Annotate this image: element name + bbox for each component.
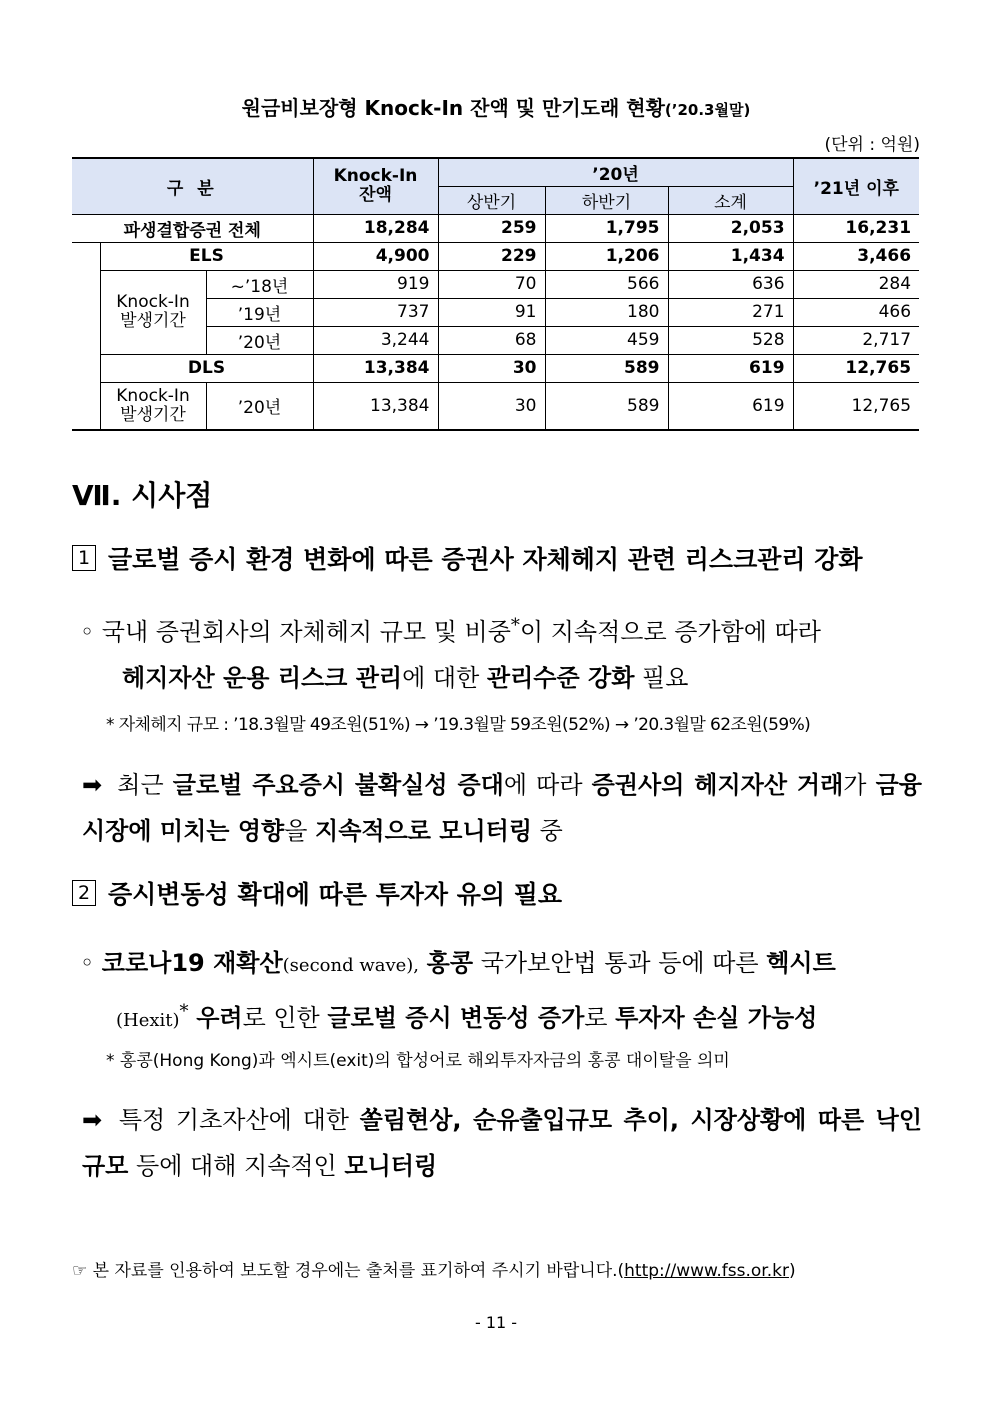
- emphasis: 금융시장에 미치는 영향: [82, 771, 922, 845]
- unit-label: (단위 : 억원): [824, 135, 920, 155]
- text: 국가보안법 통과 등에 따른: [480, 949, 759, 977]
- arrow-icon: ➡: [82, 771, 103, 799]
- text: 로: [584, 1004, 608, 1032]
- cell: 2,717: [793, 326, 919, 354]
- cell: 30: [438, 382, 545, 430]
- table-title-date: (’20.3월말): [664, 101, 751, 119]
- cell: 619: [668, 354, 793, 382]
- text: (second wave),: [282, 955, 420, 976]
- row-label: ’20년: [206, 326, 313, 354]
- row-label: DLS: [100, 354, 313, 382]
- header-knockin-line1: Knock-In: [333, 166, 418, 187]
- cell: 3,466: [793, 242, 919, 270]
- dls-group-label: [100, 382, 206, 430]
- cell: 919: [313, 270, 438, 298]
- paragraph-1: [80, 603, 920, 701]
- subheading-2-number: 2: [72, 880, 96, 906]
- table-row: [72, 214, 919, 242]
- section-title: Ⅶ. 시사점: [72, 479, 213, 512]
- emphasis: 홍콩: [426, 949, 474, 977]
- cell: 30: [438, 354, 545, 382]
- cell: 1,795: [545, 214, 668, 242]
- text: 국내 증권회사의 자체헤지 규모 및 비중: [101, 618, 511, 646]
- text: 을: [284, 817, 308, 845]
- dls-group-line2: 발생기간: [120, 404, 186, 425]
- text: 이 지속적으로 증가함에 따라: [519, 618, 821, 646]
- footer-paren-close: ): [788, 1261, 796, 1281]
- emphasis: 증권사의 헤지자산 거래: [591, 771, 844, 799]
- table-row: [72, 242, 919, 270]
- emphasis: 지속적으로 모니터링: [315, 817, 533, 845]
- text: 로 인한: [242, 1004, 320, 1032]
- els-group-line2: 발생기간: [120, 311, 186, 331]
- subheading-2: [72, 875, 562, 911]
- cell: 284: [793, 270, 919, 298]
- emphasis: 모니터링: [344, 1152, 438, 1180]
- cell: 271: [668, 298, 793, 326]
- row-label: ’20년: [206, 382, 313, 430]
- cell: 528: [668, 326, 793, 354]
- cell: 619: [668, 382, 793, 430]
- footnote-mark: *: [179, 1001, 189, 1022]
- text: 최근: [117, 771, 164, 799]
- knockin-table: [72, 157, 919, 431]
- fss-link[interactable]: http://www.fss.or.kr: [624, 1261, 789, 1281]
- cell: 636: [668, 270, 793, 298]
- cell: 4,900: [313, 242, 438, 270]
- els-group-label: [100, 270, 206, 354]
- footer-paren-open: (: [617, 1261, 625, 1281]
- emphasis: 투자자 손실 가능성: [615, 1004, 818, 1032]
- subheading-1-number: 1: [72, 545, 96, 571]
- emphasis: 코로나19 재확산: [101, 949, 283, 977]
- cell: 259: [438, 214, 545, 242]
- table-row: [72, 382, 919, 430]
- emphasis: 쏠림현상, 순유출입규모 추이, 시장상황에 따른 낙인 규모: [82, 1106, 922, 1180]
- footnote-mark: *: [510, 615, 520, 636]
- text: (Hexit): [116, 1010, 180, 1031]
- bullet: ◦: [80, 949, 95, 977]
- arrow-icon: ➡: [82, 1106, 103, 1134]
- dls-group-line1: Knock-In: [116, 385, 190, 406]
- row-label: ELS: [100, 242, 313, 270]
- footer-note: [72, 1256, 796, 1281]
- cell: 459: [545, 326, 668, 354]
- text: 필요: [642, 664, 689, 692]
- cell: 180: [545, 298, 668, 326]
- header-year20: ’20년: [438, 158, 793, 186]
- text: 중: [539, 817, 563, 845]
- header-h2: 하반기: [545, 186, 668, 214]
- cell: 12,765: [793, 354, 919, 382]
- text: 에 대한: [402, 664, 480, 692]
- paragraph-2: [80, 940, 920, 1044]
- cell: 13,384: [313, 382, 438, 430]
- header-after21: ’21년 이후: [793, 158, 919, 214]
- table-title-main: 원금비보장형 Knock-In 잔액 및 만기도래 현황: [241, 96, 665, 120]
- text: 가: [843, 771, 867, 799]
- footer-text: ☞ 본 자료를 인용하여 보도할 경우에는 출처를 표기하여 주시기 바랍니다.: [72, 1261, 618, 1281]
- cell: 1,434: [668, 242, 793, 270]
- cell: 70: [438, 270, 545, 298]
- els-group-line1: Knock-In: [116, 292, 190, 312]
- bullet: ◦: [80, 618, 95, 646]
- subheading-1: [72, 540, 863, 576]
- header-knockin-line2: 잔액: [359, 185, 392, 206]
- subheading-2-title: 증시변동성 확대에 따른 투자자 유의 필요: [108, 880, 563, 909]
- cell: 68: [438, 326, 545, 354]
- cell: 589: [545, 382, 668, 430]
- text: 등에 대해 지속적인: [136, 1152, 337, 1180]
- table-row: [72, 354, 919, 382]
- subheading-1-title: 글로벌 증시 환경 변화에 따른 증권사 자체헤지 관련 리스크관리 강화: [108, 545, 863, 574]
- cell: 737: [313, 298, 438, 326]
- cell: 16,231: [793, 214, 919, 242]
- cell: 12,765: [793, 382, 919, 430]
- header-subtotal: 소계: [668, 186, 793, 214]
- emphasis: 헥시트: [766, 949, 836, 977]
- cell: 91: [438, 298, 545, 326]
- header-knockin: [313, 158, 438, 214]
- cell: 18,284: [313, 214, 438, 242]
- header-h1: 상반기: [438, 186, 545, 214]
- emphasis: 우려: [196, 1004, 243, 1032]
- cell: 3,244: [313, 326, 438, 354]
- row-label: ’19년: [206, 298, 313, 326]
- text: 에 따라: [503, 771, 583, 799]
- note-1: * 자체헤지 규모 : ’18.3월말 49조원(51%) → ’19.3월말 59조원(52%) → ’20.3월말 62조원(59%): [106, 715, 811, 735]
- emphasis: 글로벌 주요증시 불확실성 증대: [172, 771, 504, 799]
- emphasis: 글로벌 증시 변동성 증가: [327, 1004, 585, 1032]
- table-title: [0, 92, 992, 121]
- cell: 589: [545, 354, 668, 382]
- header-category: 구 분: [72, 158, 313, 214]
- cell: 2,053: [668, 214, 793, 242]
- indent-cell: [72, 354, 100, 430]
- paragraph-arrow-2: [82, 1097, 922, 1189]
- paragraph-arrow-1: [82, 762, 922, 854]
- emphasis: 관리수준 강화: [486, 664, 635, 692]
- indent-cell: [72, 242, 100, 354]
- row-label: 파생결합증권 전체: [72, 214, 313, 242]
- cell: 566: [545, 270, 668, 298]
- note-2: * 홍콩(Hong Kong)과 엑시트(exit)의 합성어로 해외투자자금의 홍콩 대이탈을 의미: [106, 1051, 730, 1071]
- cell: 229: [438, 242, 545, 270]
- text: 특정 기초자산에 대한: [118, 1106, 349, 1134]
- page-number: - 11 -: [474, 1313, 518, 1332]
- emphasis: 헤지자산 운용 리스크 관리: [122, 664, 403, 692]
- cell: 13,384: [313, 354, 438, 382]
- cell: 466: [793, 298, 919, 326]
- table-row: [72, 270, 919, 298]
- cell: 1,206: [545, 242, 668, 270]
- row-label: ~’18년: [206, 270, 313, 298]
